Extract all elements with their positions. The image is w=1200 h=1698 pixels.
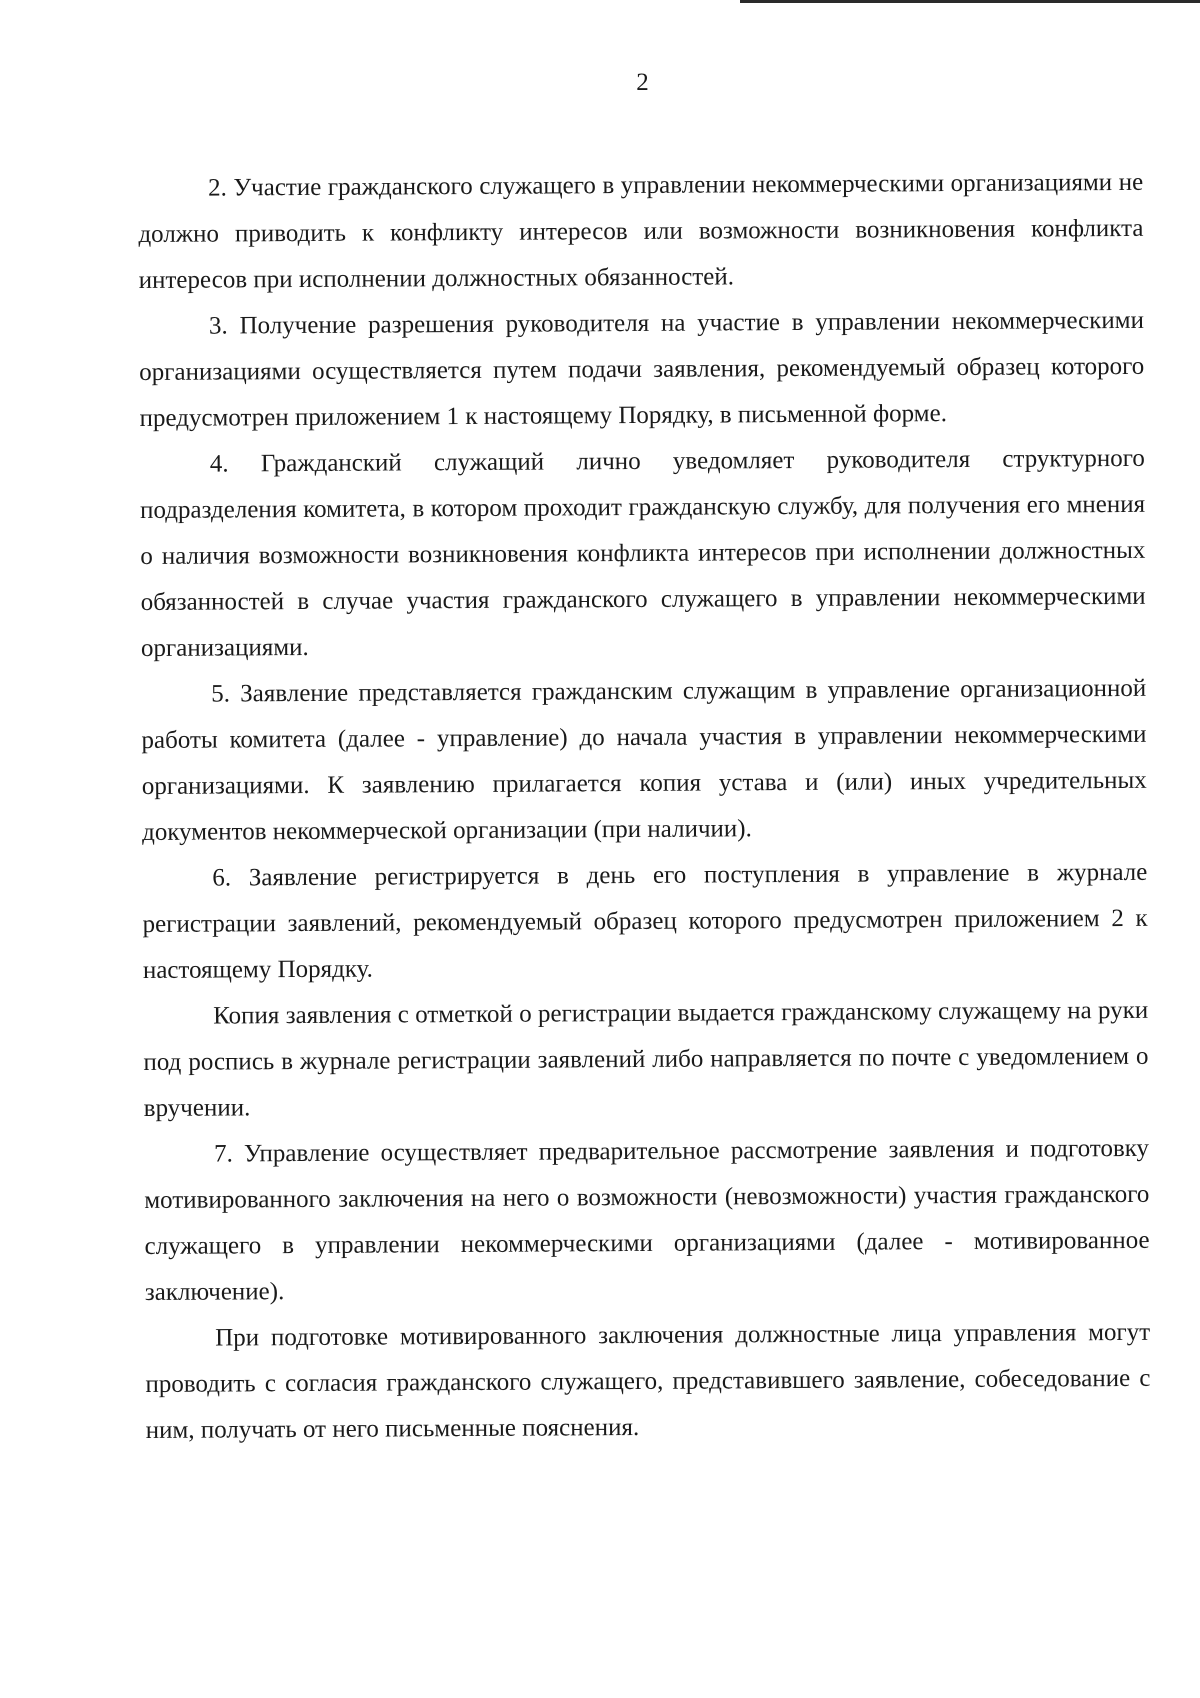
page-number: 2 (636, 69, 649, 96)
paragraph-2: 2. Участие гражданского служащего в управлении некоммерческими организациями не должно приводить к конфликту интересов или возможности возникновения конфликта интересов при исполнении должностных обязанностей. (138, 168, 1144, 294)
paragraph-3: 3. Получение разрешения руководителя на участие в управлении некоммерческими организациями осуществляется путем подачи заявления, рекомендуемый образец которого предусмотрен приложением 1 к настоящему Порядку, в письменной форме. (139, 306, 1145, 432)
paragraph-7-preparation: При подготовке мотивированного заключения должностные лица управления могут проводить с согласия гражданского служащего, представившего заявление, собеседование с ним, получать от него письменные пояснения. (145, 1318, 1151, 1444)
paragraph-7: 7. Управление осуществляет предварительное рассмотрение заявления и подготовку мотивированного заключения на него о возможности (невозможности) участия гражданского служащего в управлении некоммерческими организациями (далее - мотивированное заключение). (144, 1134, 1150, 1306)
paragraph-5: 5. Заявление представляется гражданским служащим в управление организационной работы комитета (далее - управление) до начала участия в управлении некоммерческими организациями. К заявлению прилагается копия устава и (или) иных учредительных документов некоммерческой организации (при наличии). (141, 674, 1147, 846)
document-body (138, 160, 1151, 1454)
paragraph-4: 4. Гражданский служащий лично уведомляет руководителя структурного подразделения комитета, в котором проходит гражданскую службу, для получения его мнения о наличия возможности возникновения конфликта интересов при исполнении должностных обязанностей в случае участия гражданского служащего в управлении некоммерческими организациями. (140, 444, 1146, 662)
paragraph-6: 6. Заявление регистрируется в день его поступления в управление в журнале регистрации заявлений, рекомендуемый образец которого предусмотрен приложением 2 к настоящему Порядку. (142, 858, 1148, 984)
paragraph-6-copy: Копия заявления с отметкой о регистрации выдается гражданскому служащему на руки под роспись в журнале регистрации заявлений либо направляется по почте с уведомлением о вручении. (143, 996, 1149, 1122)
scan-edge-line (740, 0, 1200, 3)
